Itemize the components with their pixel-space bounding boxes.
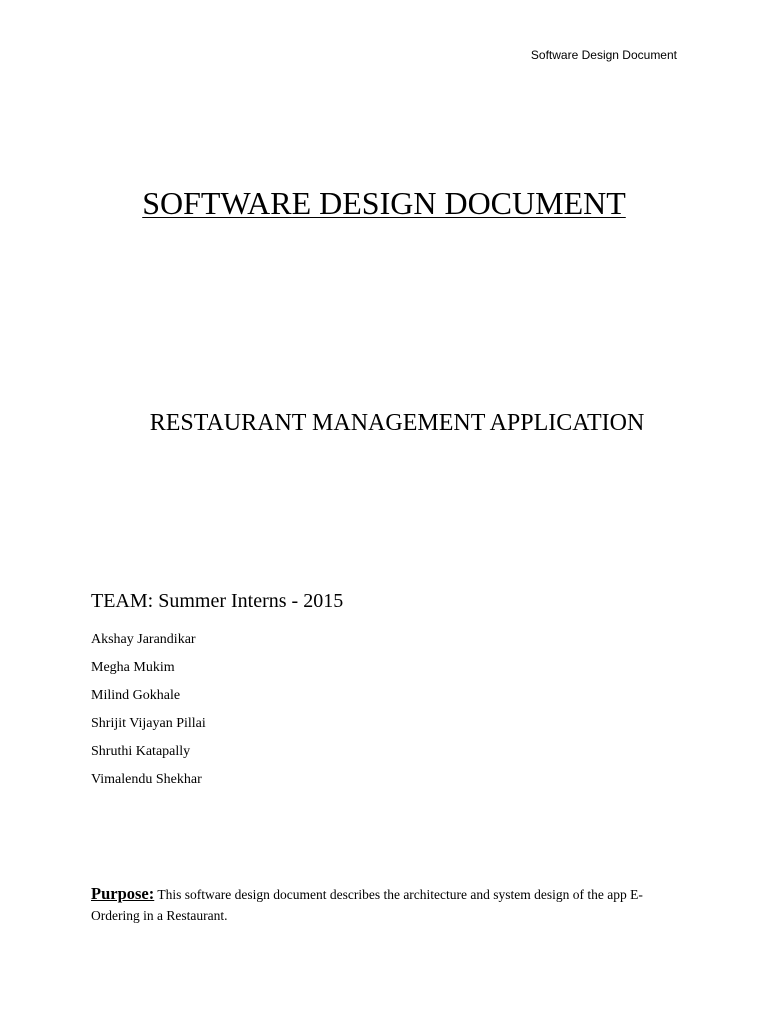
purpose-text: This software design document describes the architecture and system design of the app E-Ordering in a Restaurant. xyxy=(91,887,643,923)
purpose-paragraph xyxy=(91,883,677,926)
team-member: Milind Gokhale xyxy=(91,688,181,703)
team-heading: TEAM: Summer Interns - 2015 xyxy=(91,590,344,612)
running-header: Software Design Document xyxy=(530,48,677,62)
purpose-label: Purpose: xyxy=(91,884,155,903)
team-member: Megha Mukim xyxy=(91,660,175,675)
document-subtitle: RESTAURANT MANAGEMENT APPLICATION xyxy=(149,410,645,436)
team-member: Shruthi Katapally xyxy=(91,744,191,759)
document-title: SOFTWARE DESIGN DOCUMENT xyxy=(142,185,626,221)
team-member: Vimalendu Shekhar xyxy=(91,772,202,787)
team-member: Akshay Jarandikar xyxy=(91,632,196,647)
team-member: Shrijit Vijayan Pillai xyxy=(91,716,206,731)
team-member-list xyxy=(91,626,206,794)
